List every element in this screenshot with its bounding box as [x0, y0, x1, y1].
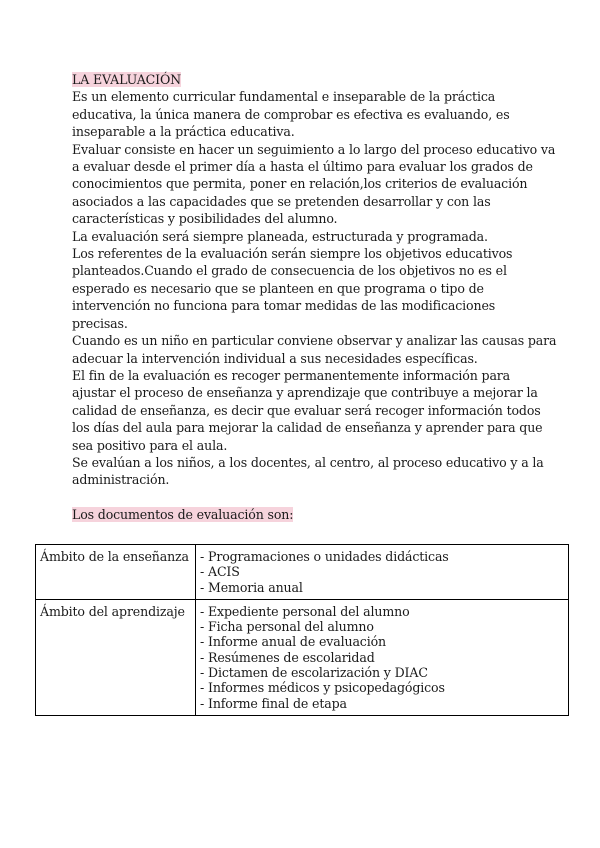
body-line: Cuando es un niño en particular conviene observar y analizar las causas para [72, 333, 557, 349]
body-line: Es un elemento curricular fundamental e inseparable de la práctica [72, 89, 496, 105]
document-title: LA EVALUACIÓN [72, 72, 181, 87]
body-line: Evaluar consiste en hacer un seguimiento a lo largo del proceso educativo va [72, 141, 556, 157]
items-cell [196, 599, 569, 715]
body-line: intervención no funciona para tomar medidas de las modificaciones [72, 298, 496, 314]
body-line: a evaluar desde el primer día a hasta el último para evaluar los grados de [72, 159, 533, 175]
list-item-label: ACIS [208, 564, 240, 580]
list-item-label: Expediente personal del alumno [208, 603, 410, 619]
list-item: - Informe anual de evaluación [200, 634, 386, 650]
category-cell: Ámbito del aprendizaje [36, 599, 196, 715]
list-item-label: Resúmenes de escolaridad [208, 649, 375, 665]
list-item-label: Informe anual de evaluación [208, 634, 386, 650]
body-line: esperado es necesario que se planteen en que programa o tipo de [72, 280, 484, 296]
items-cell [196, 545, 569, 600]
body-line: educativa, la única manera de comprobar es efectiva es evaluando, es [72, 106, 510, 122]
body-line: planteados.Cuando el grado de consecuencia de los objetivos no es el [72, 263, 507, 279]
list-item: - Informes médicos y psicopedagógicos [200, 680, 445, 696]
list-item: - Programaciones o unidades didácticas [200, 549, 449, 564]
documents-table [35, 544, 569, 716]
table-row [36, 599, 569, 715]
documents-heading: Los documentos de evaluación son: [72, 507, 294, 522]
list-item: - Ficha personal del alumno [200, 619, 374, 635]
list-item: - Dictamen de escolarización y DIAC [200, 665, 428, 681]
body-line: asociados a las capacidades que se pretenden desarrollar y con las [72, 193, 491, 209]
table-row [36, 545, 569, 600]
list-item: - Expediente personal del alumno [200, 603, 410, 619]
body-line: Los referentes de la evaluación serán siempre los objetivos educativos [72, 246, 513, 262]
body-line: sea positivo para el aula. [72, 437, 228, 453]
list-item-label: Informe final de etapa [208, 695, 347, 711]
category-cell: Ámbito de la enseñanza [36, 545, 196, 600]
documents-heading-line [72, 506, 293, 523]
list-item: - ACIS [200, 564, 240, 580]
list-item-label: Ficha personal del alumno [208, 619, 374, 635]
list-item: - Informe final de etapa [200, 695, 347, 711]
body-line: precisas. [72, 315, 128, 331]
list-item-label: Memoria anual [208, 579, 303, 595]
body-line: adecuar la intervención individual a sus necesidades específicas. [72, 350, 478, 366]
body-line: inseparable a la práctica educativa. [72, 124, 295, 140]
list-item-label: Dictamen de escolarización y DIAC [208, 665, 428, 681]
title-line [72, 71, 542, 88]
list-item-label: Informes médicos y psicopedagógicos [208, 680, 445, 696]
list-item-label: Programaciones o unidades didácticas [208, 549, 449, 564]
body-line: ajustar el proceso de enseñanza y aprendizaje que contribuye a mejorar la [72, 385, 538, 401]
body-line: calidad de enseñanza, es decir que evaluar será recoger información todos [72, 402, 541, 418]
list-item: - Memoria anual [200, 579, 303, 595]
body-line: características y posibilidades del alumno. [72, 211, 338, 227]
document-body [72, 71, 557, 489]
body-line: administración. [72, 472, 170, 488]
body-line: La evaluación será siempre planeada, estructurada y programada. [72, 228, 488, 244]
body-line: los días del aula para mejorar la calidad de enseñanza y aprender para que [72, 420, 543, 436]
body-line: conocimientos que permita, poner en relación,los criterios de evaluación [72, 176, 528, 192]
list-item: - Resúmenes de escolaridad [200, 649, 375, 665]
body-line: El fin de la evaluación es recoger permanentemente información para [72, 367, 511, 383]
body-line: Se evalúan a los niños, a los docentes, al centro, al proceso educativo y a la [72, 454, 544, 470]
